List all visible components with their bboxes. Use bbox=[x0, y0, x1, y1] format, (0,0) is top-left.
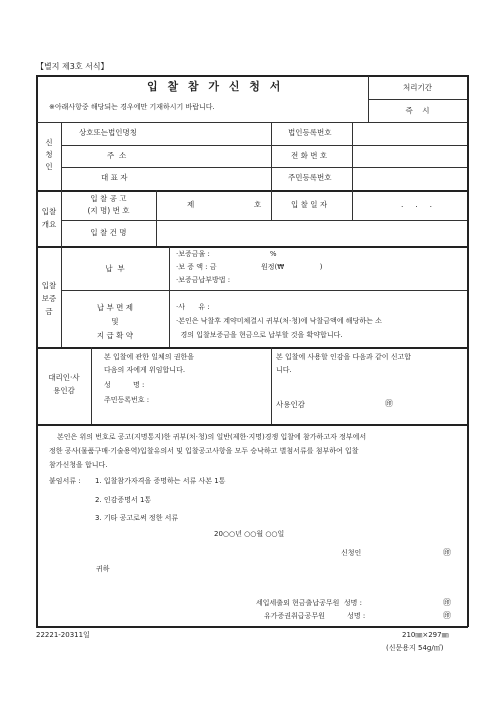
exemption-pledge-line1: ·본인은 낙찰후 계약미체결시 귀부(처·청)에 낙찰금액에 해당하는 소 bbox=[176, 317, 382, 325]
notice-no-label-line1: 입 찰 공 고 bbox=[90, 194, 127, 203]
paper-type: (신문용지 54g/㎡) bbox=[386, 644, 444, 652]
paper-size: 210㎜×297㎜ bbox=[402, 631, 449, 639]
form-subtitle: ※아래사항중 해당되는 경우에만 기재하시기 바랍니다. bbox=[49, 103, 215, 111]
attachment-item-2: 2. 인감증명서 1통 bbox=[95, 496, 152, 504]
agent-name-line: 성 명 : bbox=[104, 381, 145, 389]
attachments-label: 붙임서류 : bbox=[49, 477, 81, 485]
company-name-label: 상호또는법인명칭 bbox=[79, 128, 137, 137]
applicant-group-label: 신 청 인 bbox=[45, 138, 53, 171]
resident-reg-no-label: 주민등록번호 bbox=[288, 173, 332, 182]
notice-no-prefix: 제 bbox=[187, 200, 195, 209]
representative-label: 대 표 자 bbox=[101, 173, 128, 182]
seal-label: 사용인감 bbox=[276, 400, 305, 409]
securities-seal-mark: ㊞ bbox=[443, 611, 451, 620]
cashier-official-line: 세입세출외 현금출납공무원 성명 : bbox=[256, 599, 362, 607]
bid-info-group-label: 입찰 개요 bbox=[41, 207, 57, 229]
deposit-amount-line: ·보 증 액 : 금 원정(₩ ) bbox=[176, 263, 323, 271]
processing-period-value: 즉 시 bbox=[405, 106, 430, 115]
agent-resident-no-line: 주민등록번호 : bbox=[104, 396, 150, 404]
declaration-line2: 정한 공사(물품구매·기술용역)입찰유의서 및 입찰공고사항을 모두 승낙하고 별첨서류를 첨부하여 입찰 bbox=[49, 447, 359, 455]
payment-label: 납 부 bbox=[105, 264, 125, 273]
seal-report-line2: 니다. bbox=[276, 366, 292, 374]
deposit-method-line: ·보증금납부방법 : bbox=[176, 276, 231, 284]
cashier-seal-mark: ㊞ bbox=[443, 598, 451, 607]
deposit-group-label: 입찰 보증 금 bbox=[41, 281, 57, 316]
bid-date-value: . . . bbox=[401, 200, 432, 209]
processing-period-label: 처리기간 bbox=[403, 83, 432, 92]
exemption-label-1: 납 부 면 제 bbox=[96, 303, 134, 312]
form-label: 【별지 제3호 서식】 bbox=[36, 62, 109, 71]
exemption-label-2: 및 bbox=[111, 317, 119, 326]
declaration-line1: 본인은 위의 번호로 공고(지명통지)한 귀부(처·청)의 일반(제한·지명)경쟁 입찰에 참가하고자 정부에서 bbox=[57, 433, 367, 441]
seal-mark: ㊞ bbox=[385, 399, 393, 408]
bid-date-label: 입 찰 일 자 bbox=[291, 200, 328, 209]
address-label: 주 소 bbox=[107, 151, 127, 160]
delegation-line2: 다음의 자에게 위임합니다. bbox=[104, 366, 186, 374]
agent-group-label: 대리인·사 용인감 bbox=[48, 373, 80, 395]
deposit-rate-line: ·보증금율 : % bbox=[176, 250, 277, 258]
bid-subject-label: 입 찰 건 명 bbox=[90, 228, 127, 237]
applicant-sign-label: 신청인 bbox=[341, 549, 362, 557]
notice-no-suffix: 호 bbox=[254, 200, 262, 209]
phone-label: 전 화 번 호 bbox=[291, 151, 328, 160]
exemption-label-3: 지 급 확 약 bbox=[96, 331, 134, 340]
attachment-item-1: 1. 입찰참가자격을 증명하는 서류 사본 1통 bbox=[95, 477, 226, 485]
exemption-reason-line: ·사 유 : bbox=[176, 303, 210, 311]
form-code: 22221-20311일 bbox=[36, 631, 90, 639]
recipient-label: 귀하 bbox=[96, 565, 110, 573]
notice-no-label-line2: (지 명) 번 호 bbox=[87, 206, 130, 215]
exemption-pledge-line2: 경의 입찰보증금을 현금으로 납부할 것을 확약합니다. bbox=[176, 331, 343, 339]
applicant-seal-mark: ㊞ bbox=[443, 548, 451, 557]
application-date: 20○○년 ○○월 ○○일 bbox=[214, 530, 285, 538]
corp-reg-no-label: 법인등록번호 bbox=[288, 128, 332, 137]
delegation-line1: 본 입찰에 관한 일체의 권한을 bbox=[104, 353, 195, 361]
attachment-item-3: 3. 기타 공고로써 정한 서류 bbox=[95, 514, 179, 522]
page-title: 입 찰 참 가 신 청 서 bbox=[147, 80, 284, 93]
seal-report-line1: 본 입찰에 사용할 인감을 다음과 같이 신고합 bbox=[276, 353, 412, 361]
securities-official-line: 유가증권취급공무원 성명 : bbox=[264, 612, 366, 620]
declaration-line3: 참가신청을 합니다. bbox=[49, 461, 108, 469]
